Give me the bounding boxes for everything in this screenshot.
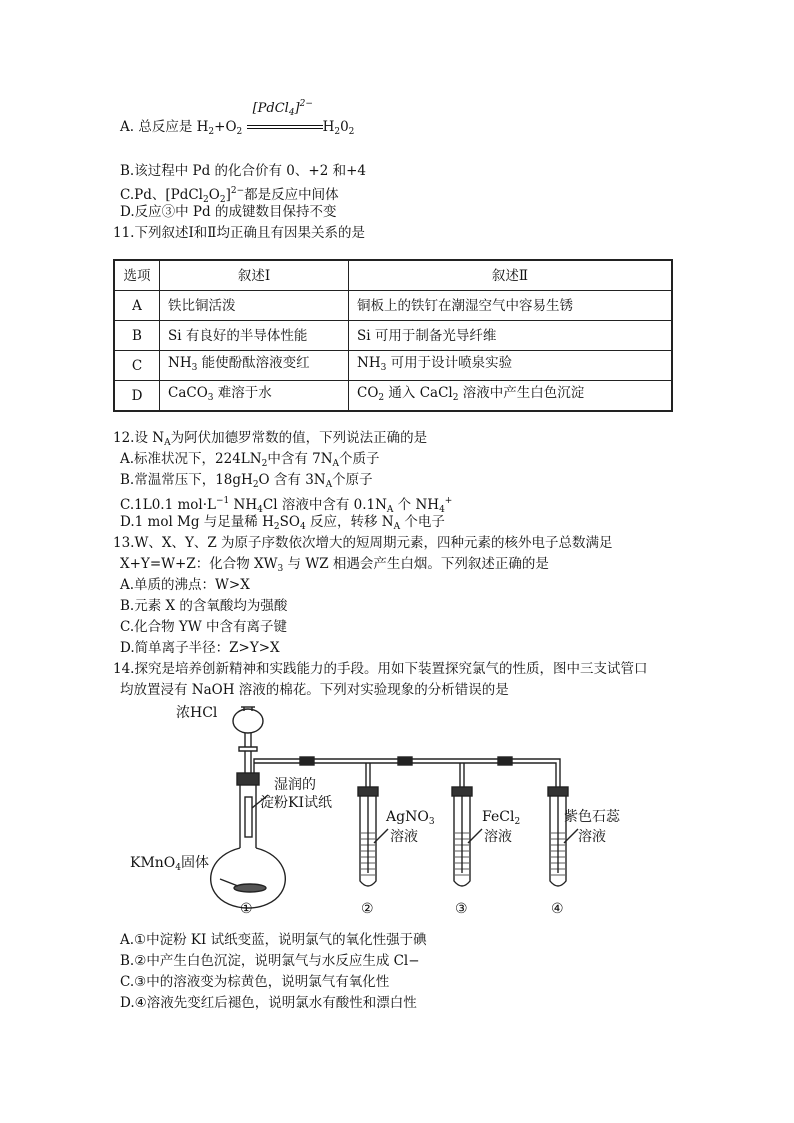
q12-stem: 12.设 $N_A$为阿伏加德罗常数的值，下列说法正确的是: [113, 430, 428, 448]
table-row: [114, 291, 672, 321]
table-header-row: [114, 260, 672, 291]
q13-option-a: A.单质的沸点：W>X: [120, 577, 250, 593]
label-ki-paper-2: 淀粉KI试纸: [260, 795, 332, 811]
header-option: 选项: [114, 260, 160, 291]
table-row: [114, 381, 672, 412]
apparatus-drawing: [120, 703, 640, 923]
kmno4-solid: [234, 884, 266, 892]
row-statement-2: $NH_3$ 可用于设计喷泉实验: [349, 351, 673, 381]
q12-option-c: C.1L0.1 $mol\cdot L^{-1}$ $NH_4Cl$ 溶液中含有 $0.1N_A$ 个 $NH_4^+$: [120, 496, 453, 515]
q13-option-b: B.元素 X 的含氧酸均为强酸: [120, 598, 288, 614]
label-kmno4: KMnO$_4$固体: [130, 855, 210, 873]
label-agno3: AgNO$_3$: [386, 809, 435, 827]
q13-option-c: C.化合物 YW 中含有离子键: [120, 619, 288, 635]
label-ki-paper-1: 湿润的: [274, 777, 316, 793]
q12-option-a: A.标准状况下，$224LN_2$中含有 $7N_A$个质子: [120, 451, 380, 469]
tube-3-stopper: [452, 787, 472, 796]
q10-option-d: D.反应③中 Pd 的成键数目保持不变: [120, 204, 337, 220]
label-fecl2-solution: 溶液: [484, 829, 512, 845]
ki-paper: [245, 797, 252, 837]
row-statement-1: $NH_3$ 能使酚酞溶液变红: [160, 351, 349, 381]
q11-table: [113, 259, 673, 412]
q14-stem-line-1: 14.探究是培养创新精神和实践能力的手段。用如下装置探究氯气的性质，图中三支试管口: [113, 661, 648, 677]
row-statement-2: $CO_2$ 通入 CaCl$_2$ 溶液中产生白色沉淀: [349, 381, 673, 412]
label-fecl2: FeCl$_2$: [482, 809, 521, 827]
label-litmus: 紫色石蕊: [564, 809, 620, 825]
row-option: A: [114, 291, 160, 321]
table-row: [114, 321, 672, 351]
row-option: B: [114, 321, 160, 351]
q14-option-b: B.②中产生白色沉淀，说明氯气与水反应生成 Cl−: [120, 953, 420, 969]
q13-stem-line-1: 13.W、X、Y、Z 为原子序数依次增大的短周期元素，四种元素的核外电子总数满足: [113, 535, 613, 551]
label-number-3: ③: [455, 901, 468, 917]
label-number-4: ④: [551, 901, 564, 917]
header-statement-2: 叙述Ⅱ: [349, 260, 673, 291]
q10-option-b: B.该过程中 Pd 的化合价有 0、+2 和+4: [120, 163, 366, 179]
q13-stem-line-2: X+Y=W+Z：化合物 $XW_3$ 与 WZ 相遇会产生白烟。下列叙述正确的是: [120, 556, 549, 574]
flask-stopper: [237, 773, 259, 785]
label-conc-hcl: 浓HCl: [176, 705, 218, 721]
funnel-bulb: [233, 709, 263, 733]
label-number-2: ②: [361, 901, 374, 917]
tube-4-stopper: [548, 787, 568, 796]
q13-option-d: D.简单离子半径：Z>Y>X: [120, 640, 280, 656]
row-option: C: [114, 351, 160, 381]
stopcock: [239, 747, 257, 751]
q14-option-d: D.④溶液先变红后褪色，说明氯水有酸性和漂白性: [120, 995, 417, 1011]
q12-option-b: B.常温常压下，$18gH_2O$ 含有 $3N_A$个原子: [120, 472, 373, 490]
row-statement-1: CaCO$_3$ 难溶于水: [160, 381, 349, 412]
round-flask: [211, 848, 286, 908]
catalyst-arrow: [PdCl$_4$]$^{2-}$: [247, 121, 323, 135]
row-statement-2: 铜板上的铁钉在潮湿空气中容易生锈: [349, 291, 673, 321]
q14-stem-line-2: 均放置浸有 NaOH 溶液的棉花。下列对实验现象的分析错误的是: [120, 682, 509, 698]
label-litmus-solution: 溶液: [578, 829, 606, 845]
q10-option-a: A. 总反应是 $H_2+O_2$ [PdCl$_4$]$^{2-}$ $H_20_2$: [120, 98, 355, 137]
header-statement-1: 叙述Ⅰ: [160, 260, 349, 291]
funnel-stem: [245, 733, 251, 775]
q14-option-c: C.③中的溶液变为棕黄色，说明氯气有氧化性: [120, 974, 390, 990]
row-statement-2: Si 可用于制备光导纤维: [349, 321, 673, 351]
q12-option-d: D.1 mol Mg 与足量稀 $H_2SO_4$ 反应，转移 $N_A$ 个电子: [120, 514, 445, 532]
row-statement-1: 铁比铜活泼: [160, 291, 349, 321]
q10-option-c: C.Pd、$[PdCl_2O_2]^{2-}$都是反应中间体: [120, 186, 339, 205]
q14-option-a: A.①中淀粉 KI 试纸变蓝，说明氯气的氧化性强于碘: [120, 932, 427, 948]
row-option: D: [114, 381, 160, 412]
table-row: [114, 351, 672, 381]
label-agno3-solution: 溶液: [390, 829, 418, 845]
tube-2-stopper: [358, 787, 378, 796]
q11-stem: 11.下列叙述Ⅰ和Ⅱ均正确且有因果关系的是: [113, 225, 365, 241]
label-number-1: ①: [240, 901, 253, 917]
row-statement-1: Si 有良好的半导体性能: [160, 321, 349, 351]
